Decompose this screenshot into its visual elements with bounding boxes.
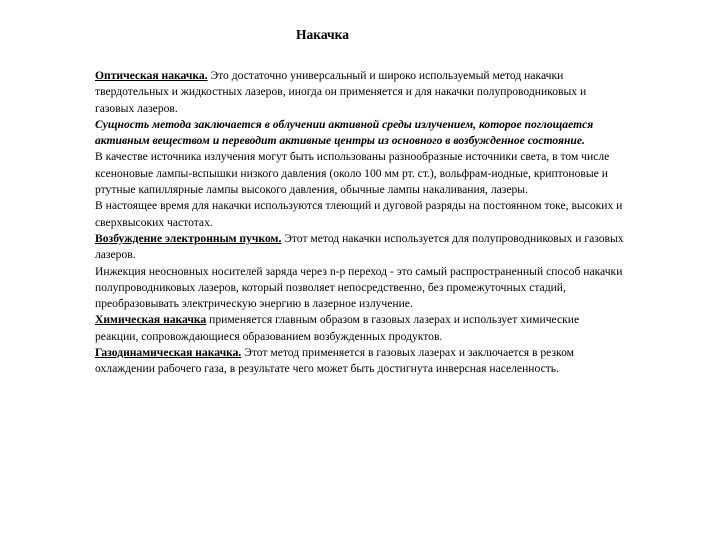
paragraph-method-essence: Сущность метода заключается в облучении активной среды излучением, которое поглощается активным веществом и переводит активные центры из основного в возбужденное состояние. — [95, 117, 594, 148]
term-gasdynamic-pumping: Газодинамическая накачка. — [95, 346, 242, 360]
paragraph-gasdynamic-pumping — [95, 345, 625, 378]
paragraph-optical-pumping — [95, 68, 625, 117]
text-gasdynamic-pumping: Этот метод применяется в газовых лазерах и заключается в резком охлаждении рабочего газа, в результате чего может быть достигнута инверсная населенность. — [95, 346, 575, 376]
text-chemical-pumping: применяется главным образом в газовых лазерах и использует химические реакции, сопровождающиеся образованием возбужденных продуктов. — [95, 313, 580, 343]
term-optical-pumping: Оптическая накачка. — [95, 69, 208, 82]
document-body — [95, 68, 625, 378]
text-optical-pumping: Это достаточно универсальный и широко используемый метод накачки твердотельных и жидкостных лазеров, иногда он применяется и для накачки полупроводниковых и газовых лазеров. — [95, 69, 587, 115]
paragraph-carrier-injection: Инжекция неосновных носителей заряда через n-p переход - это самый распространенный способ накачки полупроводниковых лазеров, который позволяет непосредственно, без промежуточных стадий, преобразовывать электрическую энергию в лазерное излучение. — [95, 264, 623, 311]
term-electron-beam: Возбуждение электронным пучком. — [95, 231, 282, 245]
paragraph-chemical-pumping — [95, 312, 625, 345]
page-title: Накачка — [296, 27, 349, 42]
text-electron-beam: Этот метод накачки используется для полупроводниковых и газовых лазеров. — [95, 231, 624, 262]
paragraph-discharge-pumping: В настоящее время для накачки используются тлеющий и дуговой разряды на постоянном токе, высоких и сверхвысоких частотах. — [95, 199, 623, 229]
paragraph-electron-beam — [95, 231, 625, 264]
paragraph-radiation-sources: В качестве источника излучения могут быть использованы разнообразные источники света, в том числе ксеноновые лампы-вспышки низкого давления (около 100 мм рт. ст.), вольфрам-иодные, криптоновые и ртутные капиллярные лампы высокого давления, обычные лампы накаливания, лазеры. — [95, 150, 610, 197]
term-chemical-pumping: Химическая накачка — [95, 313, 207, 327]
